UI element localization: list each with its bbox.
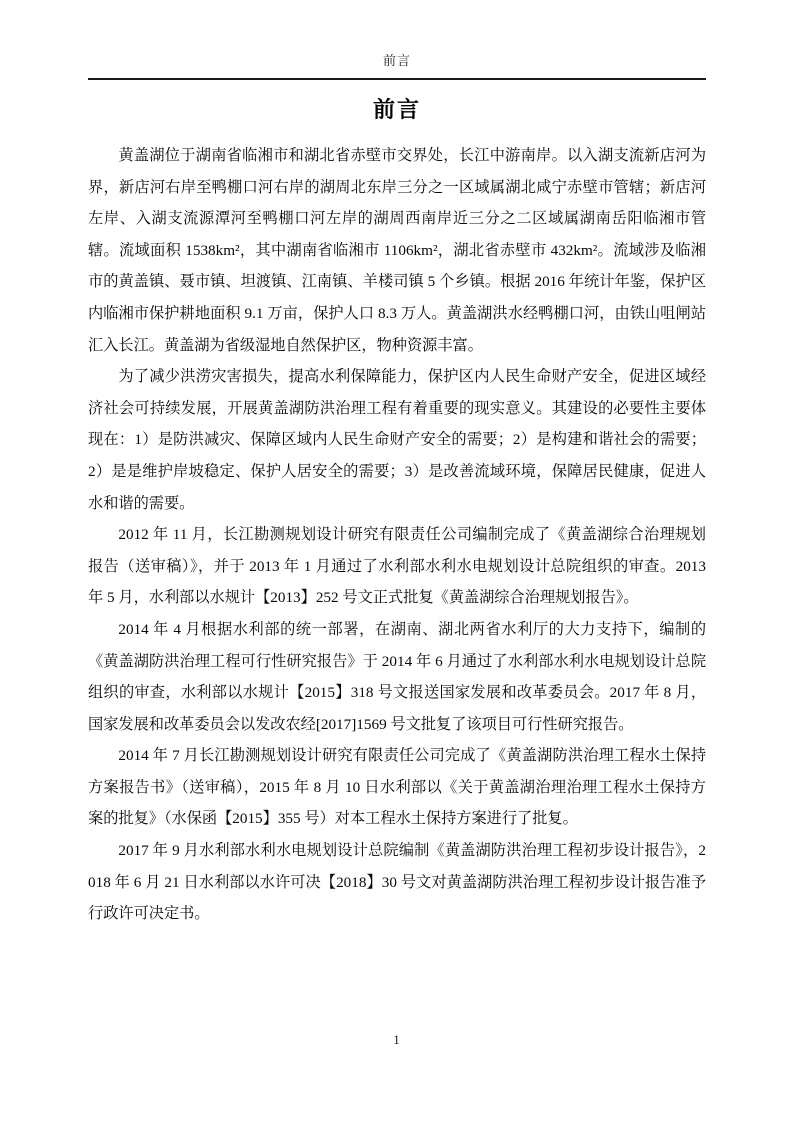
- paragraph-2012-plan: 2012 年 11 月，长江勘测规划设计研究有限责任公司编制完成了《黄盖湖综合治理规划报告（送审稿）》，并于 2013 年 1 月通过了水利部水利水电规划设计总院组织的审查。2013 年 5 月，水利部以水规计【2013】252 号文正式批复《黄盖湖综合治理规划报告》。: [88, 526, 706, 607]
- running-header-title: 前言: [382, 53, 411, 68]
- header-rule: [88, 78, 706, 80]
- paragraph-preliminary-design: 2017 年 9 月水利部水利水电规划设计总院编制《黄盖湖防洪治理工程初步设计报告》，2018 年 6 月 21 日水利部以水许可决【2018】30 号文对黄盖湖防洪治理工程初步设计报告准予行政许可决定书。: [88, 842, 706, 923]
- paragraph-overview: 黄盖湖位于湖南省临湘市和湖北省赤壁市交界处，长江中游南岸。以入湖支流新店河为界，新店河右岸至鸭棚口河右岸的湖周北东岸三分之一区域属湖北咸宁赤壁市管辖；新店河左岸、入湖支流源潭河至鸭棚口河左岸的湖周西南岸近三分之二区域属湖南岳阳临湘市管辖。流域面积 1538km²，其中湖南省临湘市 1106km²，湖北省赤壁市 432km²。流域涉及临湘市的黄盖镇、聂市镇、坦渡镇、江南镇、羊楼司镇 5 个乡镇。根据 2016 年统计年鉴，保护区内临湘市保护耕地面积 9.1 万亩，保护人口 8.3 万人。黄盖湖洪水经鸭棚口河，由铁山咀闸站汇入长江。黄盖湖为省级湿地自然保护区，物种资源丰富。: [88, 147, 706, 354]
- page-number: 1: [393, 1032, 400, 1047]
- body-text: [88, 140, 706, 930]
- page-content: [88, 0, 706, 930]
- paragraph-2014-feasibility: 2014 年 4 月根据水利部的统一部署，在湖南、湖北两省水利厅的大力支持下，编制的《黄盖湖防洪治理工程可行性研究报告》于 2014 年 6 月通过了水利部水利水电规划设计总院组织的审查，水利部以水规计【2015】318 号文报送国家发展和改革委员会。2017 年 8 月，国家发展和改革委员会以发改农经[2017]1569 号文批复了该项目可行性研究报告。: [88, 620, 707, 733]
- paragraph-necessity: 为了减少洪涝灾害损失，提高水利保障能力，保护区内人民生命财产安全，促进区域经济社会可持续发展，开展黄盖湖防洪治理工程有着重要的现实意义。其建设的必要性主要体现在：1）是防洪减灾、保障区域内人民生命财产安全的需要；2）是构建和谐社会的需要；2）是是维护岸坡稳定、保护人居安全的需要；3）是改善流域环境，保障居民健康，促进人水和谐的需要。: [88, 368, 706, 512]
- document-title: 前言: [372, 97, 421, 122]
- paragraph-soil-conservation: 2014 年 7 月长江勘测规划设计研究有限责任公司完成了《黄盖湖防洪治理工程水土保持方案报告书》（送审稿），2015 年 8 月 10 日水利部以《关于黄盖湖治理治理工程水土保持方案的批复》（水保函【2015】355 号）对本工程水土保持方案进行了批复。: [88, 747, 706, 828]
